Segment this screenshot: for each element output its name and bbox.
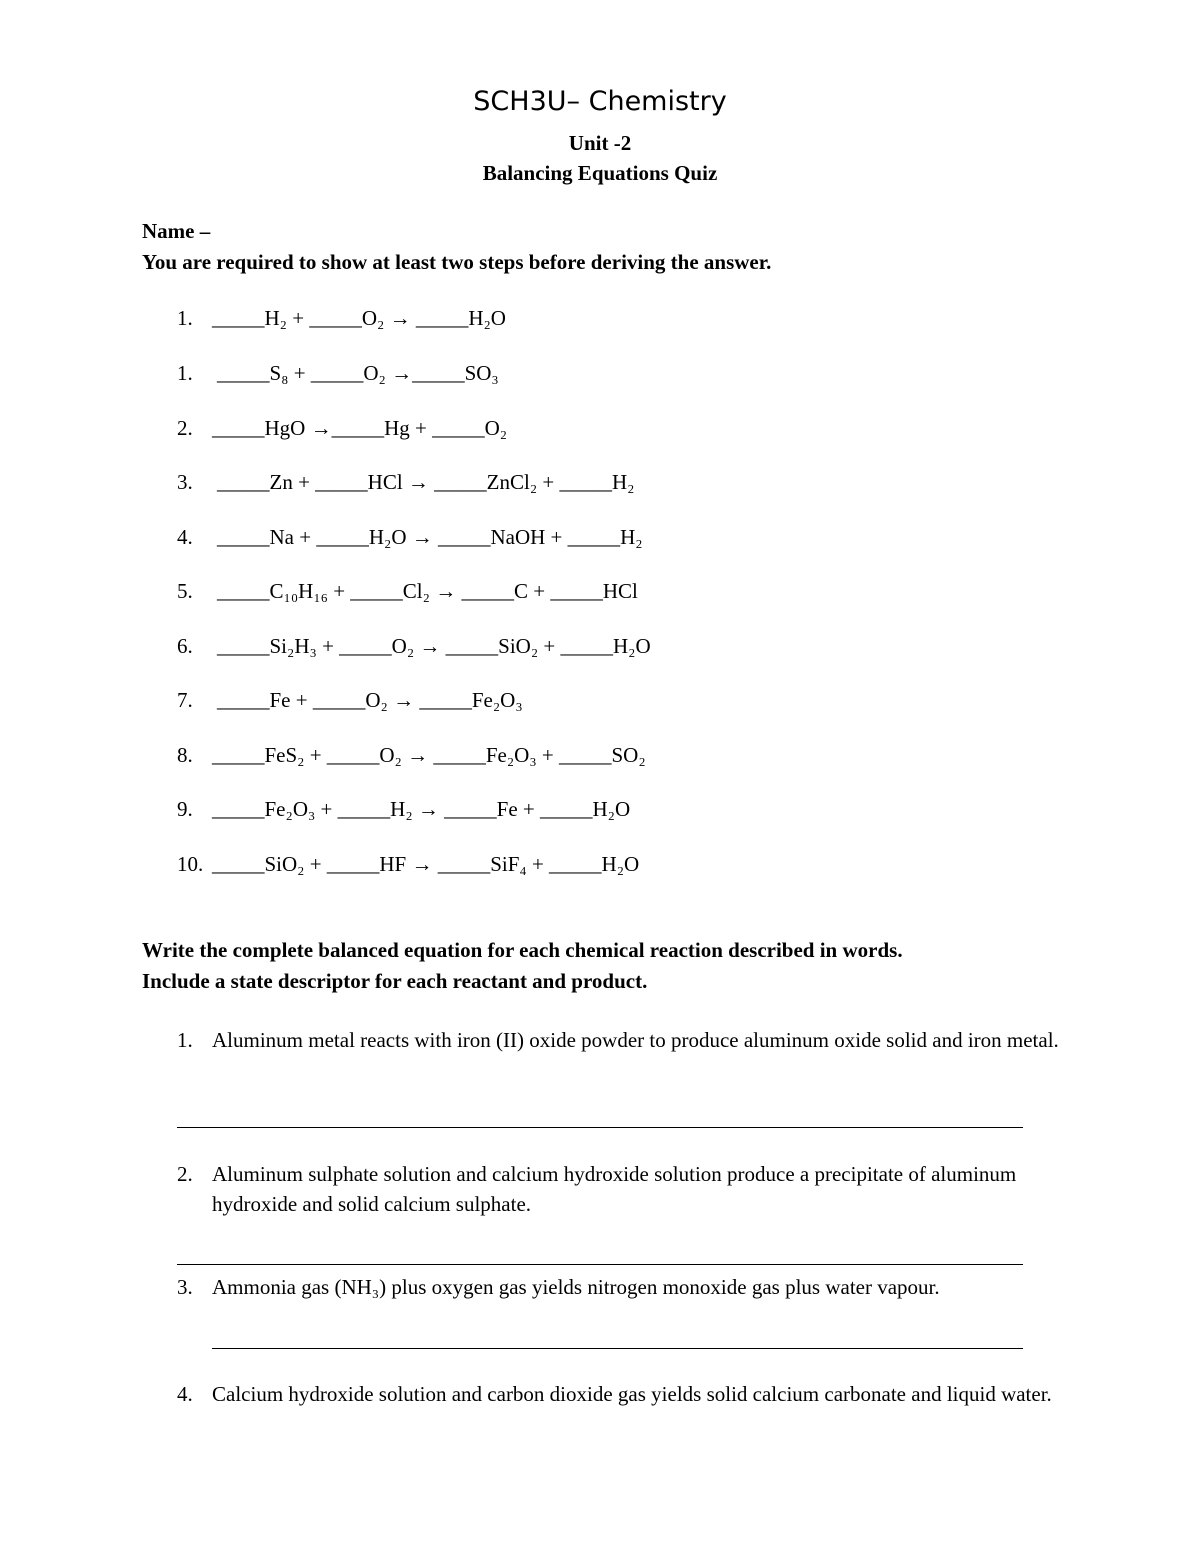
equation-number: 1. [177,361,193,385]
answer-line[interactable] [177,1127,1023,1128]
equation-text: _____Na + _____H₂O → _____NaOH + _____H₂ [217,525,643,549]
equation-text: _____Fe + _____O₂ → _____Fe₂O₃ [217,688,523,712]
equation-text: _____Si₂H₃ + _____O₂ → _____SiO₂ + _____H₂O [217,634,651,658]
equation-text: _____C₁₀H₁₆ + _____Cl₂ → _____C + _____HCl [217,579,638,603]
question-number: 1. [177,1028,193,1052]
equation-text: _____H₂ + _____O₂ → _____H₂O [212,306,506,330]
equation-number: 2. [177,416,193,440]
equation-number: 6. [177,634,193,658]
question-number: 2. [177,1162,193,1186]
section2-instruction-line2: Include a state descriptor for each reactant and product. [142,969,648,993]
question-text: Calcium hydroxide solution and carbon dioxide gas yields solid calcium carbonate and liquid water. [212,1382,1052,1406]
equation-number: 10. [177,852,204,876]
name-label: Name – [142,219,211,243]
question-number: 3. [177,1275,193,1299]
equation-number: 8. [177,743,193,767]
question-text: Ammonia gas (NH₃) plus oxygen gas yields nitrogen monoxide gas plus water vapour. [212,1275,940,1299]
section2-instruction-line1: Write the complete balanced equation for each chemical reaction described in words. [142,938,903,962]
equation-number: 3. [177,470,193,494]
equation-text: _____Fe₂O₃ + _____H₂ → _____Fe + _____H₂O [212,797,631,821]
answer-line[interactable] [177,1264,1023,1265]
equation-number: 9. [177,797,193,821]
question-text: Aluminum metal reacts with iron (II) oxide powder to produce aluminum oxide solid and iron metal. [212,1028,1059,1052]
question-text: Aluminum sulphate solution and calcium hydroxide solution produce a precipitate of aluminum hydroxide and solid calcium sulphate. [212,1162,1017,1216]
equation-text: _____S₈ + _____O₂ →_____SO₃ [217,361,499,385]
unit-label: Unit -2 [568,131,632,155]
quiz-title: Balancing Equations Quiz [482,161,718,185]
equation-text: _____FeS₂ + _____O₂ → _____Fe₂O₃ + _____SO₂ [212,743,646,767]
equation-text: _____Zn + _____HCl → _____ZnCl₂ + _____H₂ [217,470,635,494]
equation-number: 7. [177,688,193,712]
course-title: SCH3U– Chemistry [473,86,727,117]
equation-number: 5. [177,579,193,603]
question-number: 4. [177,1382,193,1406]
instruction: You are required to show at least two steps before deriving the answer. [142,250,772,274]
equation-number: 1. [177,306,193,330]
equation-text: _____SiO₂ + _____HF → _____SiF₄ + _____H₂O [212,852,640,876]
equation-text: _____HgO →_____Hg + _____O₂ [212,416,508,440]
equation-number: 4. [177,525,193,549]
answer-line[interactable] [212,1348,1023,1349]
